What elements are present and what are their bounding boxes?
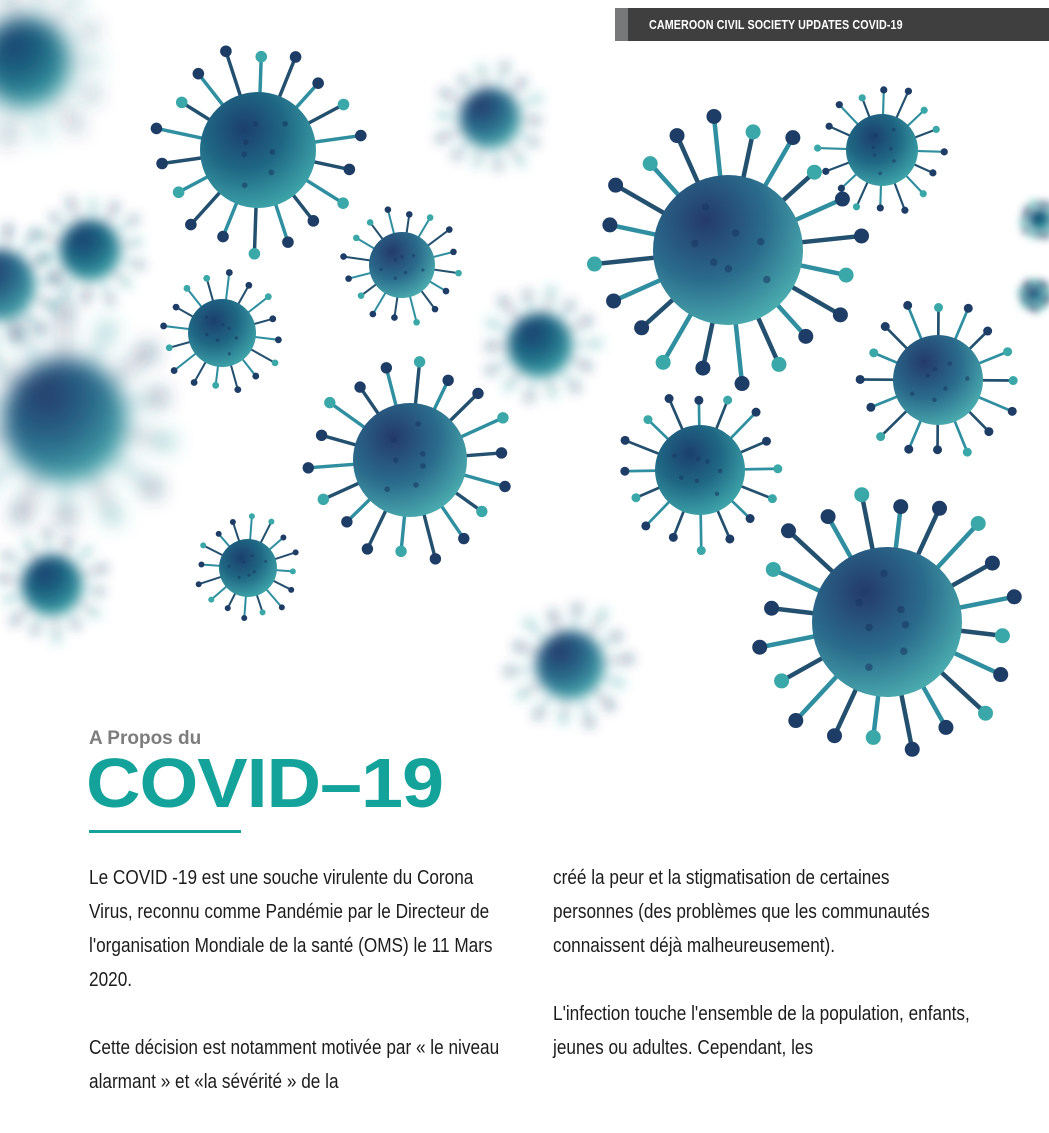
virus-particle bbox=[303, 356, 511, 564]
section-title: COVID–19 bbox=[86, 748, 443, 818]
virus-particle bbox=[160, 269, 282, 393]
virus-particle bbox=[814, 86, 948, 214]
virus-particle bbox=[437, 63, 541, 168]
running-header bbox=[615, 8, 1049, 41]
virus-particle bbox=[0, 0, 99, 142]
paragraph: L'infection touche l'ensemble de la population, enfants, jeunes ou adultes. Cependant, les bbox=[553, 997, 974, 1065]
virus-particle bbox=[151, 45, 367, 259]
section-kicker: A Propos du bbox=[89, 728, 201, 750]
text-column-right bbox=[553, 861, 973, 1099]
virus-particle bbox=[856, 301, 1018, 457]
paragraph: Le COVID -19 est une souche virulente du Corona Virus, reconnu comme Pandémie par le Directeur de l'organisation Mondiale de la santé (OMS) le 11 Mars 2020. bbox=[89, 861, 510, 997]
text-column-left bbox=[89, 861, 509, 1133]
virus-particle bbox=[0, 222, 62, 347]
virus-particle bbox=[0, 530, 106, 641]
virus-particle bbox=[1018, 280, 1049, 313]
virus-particle bbox=[36, 199, 143, 303]
virus-particle bbox=[752, 487, 1022, 757]
title-underline bbox=[89, 830, 241, 833]
virus-particle bbox=[487, 288, 600, 401]
virus-particle bbox=[587, 109, 869, 391]
virus-particle bbox=[620, 394, 782, 555]
virus-particle bbox=[196, 513, 299, 621]
virus-particle bbox=[0, 303, 172, 522]
running-header-text: CAMEROON CIVIL SOCIETY UPDATES COVID-19 bbox=[649, 18, 903, 32]
virus-particle bbox=[506, 605, 632, 726]
paragraph: Cette décision est notamment motivée par « le niveau alarmant » et «la sévérité » de la bbox=[89, 1031, 510, 1099]
paragraph: créé la peur et la stigmatisation de certaines personnes (des problèmes que les communautés connaissent déjà malheureusement). bbox=[553, 861, 974, 963]
virus-particle bbox=[340, 206, 462, 325]
virus-particle bbox=[1020, 201, 1049, 239]
